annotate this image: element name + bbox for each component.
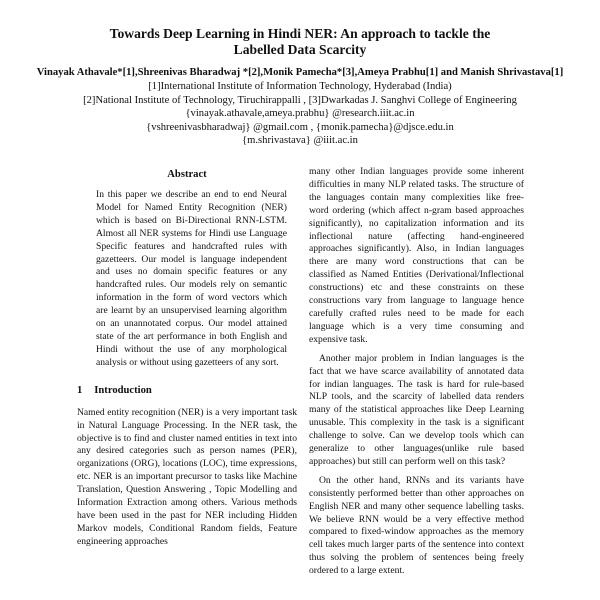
paper-title	[60, 26, 540, 58]
email-line: {vshreenivasbharadwaj} @gmail.com , {monik.pamecha}@djsce.edu.in	[146, 121, 454, 133]
body-paragraph: Another major problem in Indian languages is the fact that we have scarce availability of annotated data for indian languages. The task is hard for rule-based NLP tools, and the scarcity of labelled data renders many of the statistical approaches like Deep Learning unusable. This complexity in the task is a significant challenge to solve. Can we develop tools which can generalize to other languages(unlike rule based approaches) but still can perform well on this task?	[309, 352, 524, 467]
affiliation-line: [1]International Institute of Information Technology, Hyderabad (India)	[148, 81, 452, 92]
left-column	[77, 168, 297, 549]
section-heading-introduction	[77, 384, 297, 397]
affiliations	[6, 80, 594, 148]
body-paragraph: On the other hand, RNNs and its variants have consistently performed better than other approaches on English NER and many other sequence labelling tasks. We believe RNN would be a very effective method compared to fixed-window approaches as the memory cell takes much larger parts of the sentence into context thus solving the problem of sentences being freely ordered to a large extent.	[309, 474, 524, 577]
title-line-2: Labelled Data Scarcity	[233, 42, 367, 57]
section-number: 1	[77, 384, 83, 396]
abstract-heading: Abstract	[167, 169, 207, 180]
title-line-1: Towards Deep Learning in Hindi NER: An approach to tackle the	[109, 26, 491, 41]
body-paragraph: many other Indian languages provide some inherent difficulties in many NLP related tasks. The structure of the languages contain many complexities like free-word ordering (which affect n-gram based approaches significantly), no capitalization information and its inflectional nature (affecting hand-engineered approaches significantly). Also, in Indian languages there are many word constructions that can be classified as Named Entities (Derivational/Inflectional constructions) etc and these constraints on these constructions vary from language to language hence carefully crafted rules need to be made for each language which is a very time consuming and expensive task.	[309, 166, 524, 345]
abstract-text: In this paper we describe an end to end Neural Model for Named Entity Recognition (NER) which is based on Bi-Directional RNN-LSTM. Almost all NER systems for Hindi use Language Specific features and handcrafted rules with gazetteers. Our model is language independent and uses no domain specific features or any handcrafted rules. Our models rely on semantic information in the form of word vectors which are learnt by an unsupervised learning algorithm on an unannotated corpus. Our model attained state of the art performance in both English and Hindi without the use of any morphological analysis or without using gazetteers of any sort.	[96, 189, 287, 368]
intro-paragraph: Named entity recognition (NER) is a very important task in Natural Language Processing. In the NER task, the objective is to find and cluster named entities in text into any desired categories such as person names (PER), organizations (ORG), locations (LOC), time expressions, etc. NER is an important precursor to tasks like Machine Translation, Question Answering , Topic Modelling and Information Extraction among others. Various methods have been used in the past for NER including Hidden Markov models, Conditional Random fields, Feature engineering approaches	[77, 406, 297, 547]
email-line: {m.shrivastava} @iiit.ac.in	[242, 135, 358, 147]
abstract-section	[77, 168, 297, 370]
section-title: Introduction	[94, 384, 152, 396]
right-column	[309, 166, 524, 578]
email-line: {vinayak.athavale,ameya.prabhu} @research.iiit.ac.in	[185, 108, 415, 120]
affiliation-line: [2]National Institute of Technology, Tiruchirappalli , [3]Dwarkadas J. Sanghvi College of Engineering	[83, 94, 517, 106]
author-list: Vinayak Athavale*[1],Shreenivas Bharadwaj *[2],Monik Pamecha*[3],Ameya Prabhu[1] and Manish Shrivastava[1]	[36, 67, 564, 78]
